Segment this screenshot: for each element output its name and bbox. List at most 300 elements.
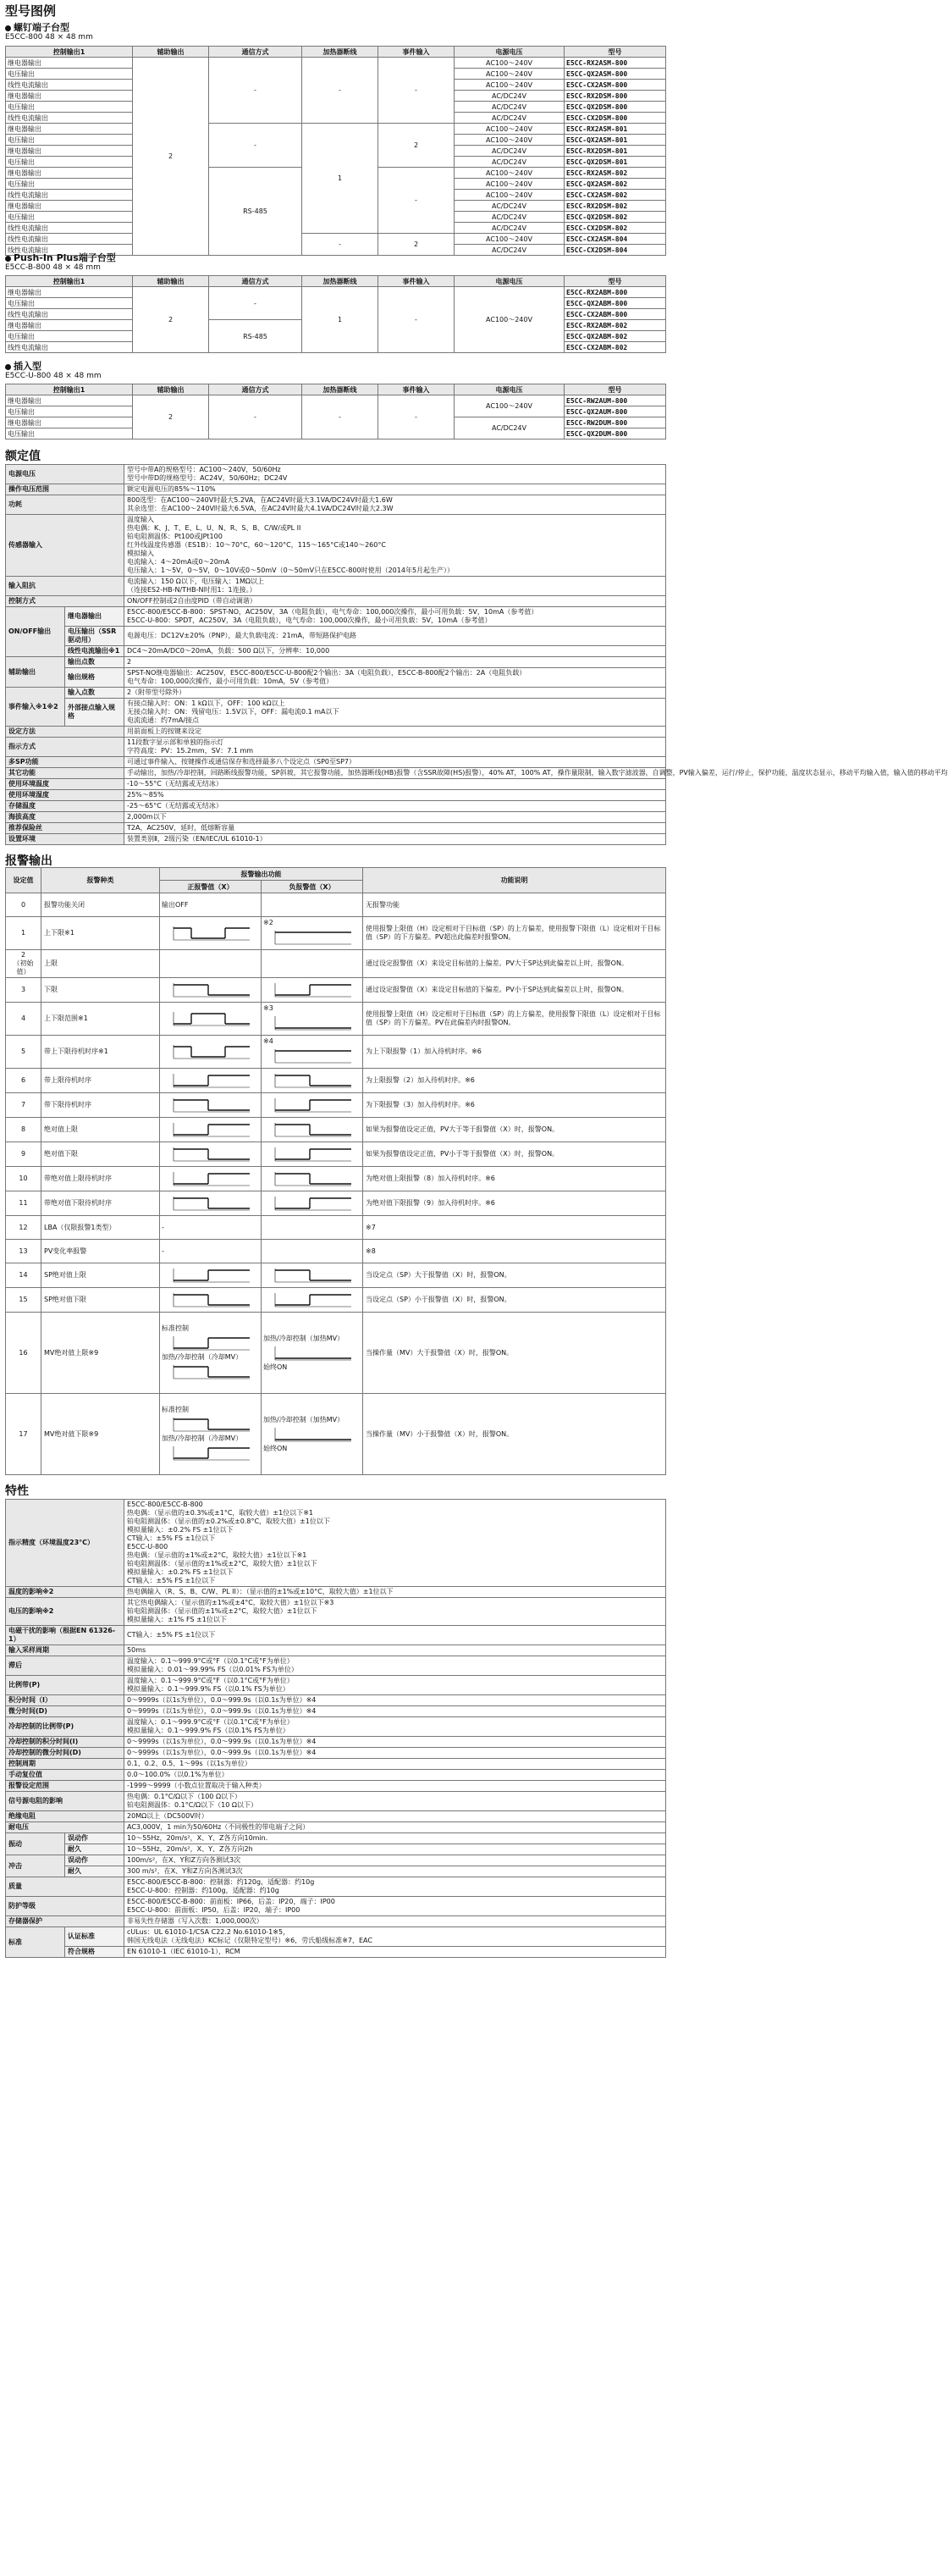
control-output-cell: 继电器输出 bbox=[6, 146, 133, 157]
alarm-header-pos: 正报警值（X） bbox=[160, 881, 262, 893]
spec-value bbox=[124, 1792, 666, 1811]
spec-key: 防护等级 bbox=[6, 1897, 124, 1916]
alarm-type: 带绝对值下限待机时序 bbox=[41, 1191, 160, 1216]
alarm-pos-cell bbox=[160, 1069, 262, 1093]
plugin-section-title bbox=[5, 359, 41, 373]
spec-value-line: CT输入：±5% FS ±1位以下 bbox=[127, 1577, 216, 1584]
pushin-model-table bbox=[5, 275, 666, 353]
control-output-cell: 电压输出 bbox=[6, 135, 133, 146]
spec-value bbox=[124, 790, 666, 801]
power-cell: AC/DC24V bbox=[455, 157, 565, 168]
comm-cell: - bbox=[209, 58, 302, 124]
alarm-setting-text: 1 bbox=[20, 929, 26, 937]
spec-row bbox=[6, 646, 666, 657]
spec-value-line: 可通过事件输入、按键操作或通信保存和选择最多八个设定点（SP0至SP7） bbox=[127, 758, 356, 766]
control-output-cell: 线性电流输出 bbox=[6, 234, 133, 245]
spec-value-line: 20MΩ以上（DC500V时） bbox=[127, 1812, 208, 1820]
alarm-description: 通过设定报警值（X）来设定目标值的下偏差。PV小于SP达到此偏差以上时，报警ON。 bbox=[363, 978, 666, 1003]
spec-key: 多SP功能 bbox=[6, 757, 124, 768]
alarm-waveform-icon bbox=[263, 1193, 356, 1213]
model-cell: E5CC-QX2ABM-802 bbox=[565, 331, 666, 342]
bullet-icon bbox=[5, 364, 11, 370]
control-output-cell: 继电器输出 bbox=[6, 320, 133, 331]
alarm-waveform-icon bbox=[263, 980, 356, 1000]
alarm-waveform-icon bbox=[162, 1042, 255, 1062]
alarm-description: 无报警功能 bbox=[363, 893, 666, 917]
alarm-type: 绝对值上限 bbox=[41, 1118, 160, 1142]
spec-row bbox=[6, 1916, 666, 1927]
control-output-cell: 电压输出 bbox=[6, 69, 133, 80]
comm-cell: - bbox=[209, 395, 302, 439]
spec-value-line: 型号中带D的规格型号：AC24V，50/60Hz；DC24V bbox=[127, 474, 288, 482]
table-row bbox=[6, 287, 666, 298]
spec-value-line: 25%～85% bbox=[127, 791, 164, 799]
plugin-title-text: 插入型 bbox=[14, 361, 41, 372]
model-cell: E5CC-RX2ABM-800 bbox=[565, 287, 666, 298]
spec-value bbox=[124, 577, 666, 596]
power-cell: AC100～240V bbox=[455, 168, 565, 179]
spec-value-line: 温度输入：0.1～999.9°C或°F（以0.1°C或°F为单位） bbox=[127, 1677, 294, 1684]
plugin-model-code: E5CC-U-800 48 × 48 mm bbox=[5, 372, 102, 380]
screw-model-table bbox=[5, 46, 666, 256]
alarm-type: LBA（仅限报警1类型） bbox=[41, 1216, 160, 1240]
event-cell: - bbox=[378, 395, 455, 439]
model-cell: E5CC-RX2ABM-802 bbox=[565, 320, 666, 331]
table-row bbox=[6, 234, 666, 245]
alarm-neg-cell bbox=[262, 1036, 363, 1069]
alarm-setting-value bbox=[6, 1003, 41, 1036]
spec-value bbox=[124, 1748, 666, 1759]
spec-row bbox=[6, 1927, 666, 1947]
spec-row bbox=[6, 1656, 666, 1676]
power-cell: AC/DC24V bbox=[455, 417, 565, 439]
spec-row bbox=[6, 790, 666, 801]
spec-key: 手动复位值 bbox=[6, 1770, 124, 1781]
spec-value-line: EN 61010-1（IEC 61010-1），RCM bbox=[127, 1948, 240, 1955]
spec-subkey: 输出规格 bbox=[65, 668, 124, 688]
spec-key: 推荐保险丝 bbox=[6, 823, 124, 834]
spec-row bbox=[6, 577, 666, 596]
spec-value bbox=[124, 1844, 666, 1855]
spec-value-line: 0.0～100.0%（以0.1%为单位） bbox=[127, 1771, 229, 1778]
alarm-waveform-icon bbox=[162, 1443, 255, 1463]
pushin-model-code: E5CC-B-800 48 × 48 mm bbox=[5, 263, 101, 272]
alarm-neg-text: ※2 bbox=[263, 919, 273, 926]
page-title: 型号图例 bbox=[5, 3, 57, 19]
spec-value-line: 无接点输入时：ON：残留电压：1.5V以下，OFF：漏电流0.1 mA以下 bbox=[127, 708, 339, 716]
alarm-setting-value bbox=[6, 1394, 41, 1475]
col-header: 型号 bbox=[565, 276, 666, 287]
spec-value-line: 10～55Hz，20m/s²，X、Y、Z各方向10min. bbox=[127, 1834, 268, 1842]
spec-row bbox=[6, 1866, 666, 1877]
alarm-waveform-icon bbox=[162, 1144, 255, 1164]
alarm-row bbox=[6, 978, 666, 1003]
model-cell: E5CC-RW2AUM-800 bbox=[565, 395, 666, 406]
spec-subkey: 电压输出（SSR驱动用） bbox=[65, 627, 124, 646]
alarm-pos-cell bbox=[160, 1118, 262, 1142]
heater-cell: - bbox=[302, 234, 378, 256]
spec-value-line: 50ms bbox=[127, 1646, 146, 1654]
spec-value-line: cULus：UL 61010-1/CSA C22.2 No.61010-1※5， bbox=[127, 1928, 290, 1936]
spec-value-line: E5CC-U-800：SPDT，AC250V，3A（电阻负载），电气寿命：100,000次操作，最小可用负载：5V，10mA（参考值） bbox=[127, 616, 492, 624]
alarm-hc-label: 加热/冷却控制（加热MV） bbox=[263, 1415, 344, 1423]
spec-row bbox=[6, 1598, 666, 1626]
comm-cell: - bbox=[209, 124, 302, 168]
col-header: 事件输入 bbox=[378, 276, 455, 287]
alarm-setting-value bbox=[6, 1142, 41, 1167]
power-cell: AC100～240V bbox=[455, 395, 565, 417]
power-cell: AC/DC24V bbox=[455, 146, 565, 157]
spec-value-line: 2,000m以下 bbox=[127, 813, 167, 821]
spec-value bbox=[124, 688, 666, 699]
comm-cell: - bbox=[209, 287, 302, 320]
power-cell: AC/DC24V bbox=[455, 91, 565, 102]
alarm-type: SP绝对值上限 bbox=[41, 1263, 160, 1288]
control-output-cell: 线性电流输出 bbox=[6, 223, 133, 234]
alarm-description: ※7 bbox=[363, 1216, 666, 1240]
alarm-neg-cell bbox=[262, 1313, 363, 1394]
spec-value-line: T2A，AC250V，延时，低熔断容量 bbox=[127, 824, 235, 832]
spec-value bbox=[124, 1717, 666, 1737]
alarm-setting-text: 5 bbox=[20, 1048, 26, 1055]
spec-row bbox=[6, 1947, 666, 1958]
spec-value bbox=[124, 1706, 666, 1717]
spec-value-line: 热电偶：0.1°C/Ω以下（100 Ω以下） bbox=[127, 1793, 242, 1800]
alarm-setting-text: 13 bbox=[19, 1247, 28, 1255]
spec-value bbox=[124, 1770, 666, 1781]
control-output-cell: 继电器输出 bbox=[6, 417, 133, 428]
alarm-description: 如果为报警值设定正值，PV小于等于报警值（X）时，报警ON。 bbox=[363, 1142, 666, 1167]
spec-key: 控制方式 bbox=[6, 596, 124, 607]
spec-value-line: 电压输入：1～5V，0～5V，0～10V或0～50mV（0～50mV只在E5CC-800时使用（2014年5月起生产）） bbox=[127, 567, 455, 574]
alarm-waveform-icon bbox=[263, 1265, 356, 1285]
model-cell: E5CC-QX2ABM-800 bbox=[565, 298, 666, 309]
spec-value-line: AC3,000V，1 min为50/60Hz（不同极性的带电端子之间） bbox=[127, 1823, 310, 1831]
power-cell: AC/DC24V bbox=[455, 223, 565, 234]
spec-value-line: 0.1、0.2、0.5、1～99s（以1s为单位） bbox=[127, 1760, 251, 1767]
table-header-row bbox=[6, 47, 666, 58]
spec-value bbox=[124, 1877, 666, 1897]
spec-value-line: 11段数字显示部和单独的指示灯 bbox=[127, 738, 224, 746]
alarm-pos-cell bbox=[160, 1191, 262, 1216]
col-header: 控制输出1 bbox=[6, 276, 133, 287]
spec-row bbox=[6, 1676, 666, 1695]
pushin-title-text: Push-In Plus端子台型 bbox=[14, 252, 116, 263]
spec-subkey: 外部接点输入规格 bbox=[65, 699, 124, 727]
spec-value-line: 模拟量输入：±0.2% FS ±1位以下 bbox=[127, 1568, 234, 1576]
spec-row bbox=[6, 1626, 666, 1645]
spec-value-line: 铂电阻测温体：（显示值的±1%或±2°C，取较大值）±1位以下 bbox=[127, 1560, 317, 1567]
spec-value-line: -1999～9999（小数点位置取决于输入种类） bbox=[127, 1782, 266, 1789]
col-header: 型号 bbox=[565, 47, 666, 58]
spec-value bbox=[124, 768, 948, 779]
spec-row bbox=[6, 668, 666, 688]
spec-row bbox=[6, 1748, 666, 1759]
power-cell: AC/DC24V bbox=[455, 102, 565, 113]
alarm-header-desc: 功能说明 bbox=[363, 868, 666, 893]
alarm-description: 为上限报警（2）加入待机时序。※6 bbox=[363, 1069, 666, 1093]
control-output-cell: 继电器输出 bbox=[6, 91, 133, 102]
spec-value-line: E5CC-U-800：前面板：IP50，后盖：IP20，端子：IP00 bbox=[127, 1906, 300, 1914]
col-header: 加热器断线 bbox=[302, 47, 378, 58]
spec-value-line: E5CC-800/E5CC-B-800：控制器：约120g，适配器：约10g bbox=[127, 1878, 315, 1886]
spec-value-line: 100m/s²，在X、Y和Z方向各测试3次 bbox=[127, 1856, 241, 1864]
spec-value-line: 300 m/s²，在X、Y和Z方向各测试3次 bbox=[127, 1867, 243, 1875]
spec-value-line: 字符高度：PV：15.2mm，SV：7.1 mm bbox=[127, 747, 254, 755]
model-cell: E5CC-RX2DSM-801 bbox=[565, 146, 666, 157]
alarm-setting-text: 12 bbox=[19, 1223, 28, 1231]
alarm-pos-cell bbox=[160, 1036, 262, 1069]
power-cell: AC100～240V bbox=[455, 234, 565, 245]
spec-value-line: 铂电阻测温体：Pt100或JPt100 bbox=[127, 533, 223, 540]
power-cell: AC100～240V bbox=[455, 58, 565, 69]
bullet-icon bbox=[5, 256, 11, 262]
spec-row bbox=[6, 1792, 666, 1811]
spec-value-line: DC4～20mA/DC0～20mA，负载：500 Ω以下，分辨率：10,000 bbox=[127, 647, 330, 655]
alarm-description: ※8 bbox=[363, 1240, 666, 1263]
spec-row bbox=[6, 1706, 666, 1717]
alarm-pos-cell bbox=[160, 1003, 262, 1036]
alarm-description: 通过设定报警值（X）来设定目标值的上偏差。PV大于SP达到此偏差以上时，报警ON。 bbox=[363, 950, 666, 978]
spec-value bbox=[124, 465, 666, 484]
spec-value-line: 温度输入 bbox=[127, 516, 154, 523]
alarm-row bbox=[6, 1288, 666, 1313]
aux-output-cell: 2 bbox=[133, 58, 209, 256]
alarm-row bbox=[6, 1216, 666, 1240]
alarm-waveform-icon bbox=[263, 1290, 356, 1310]
alarm-row bbox=[6, 1036, 666, 1069]
alarm-type: 带上下限待机时序※1 bbox=[41, 1036, 160, 1069]
spec-value bbox=[124, 484, 666, 495]
alarm-row bbox=[6, 1394, 666, 1475]
spec-value-line: ON/OFF控制或2自由度PID（带自动调谐） bbox=[127, 597, 256, 605]
alarm-description: 当操作量（MV）大于报警值（X）时，报警ON。 bbox=[363, 1313, 666, 1394]
spec-key: 输入采样周期 bbox=[6, 1645, 124, 1656]
model-cell: E5CC-CX2ABM-800 bbox=[565, 309, 666, 320]
spec-value-line: 电流流通：约7mA/接点 bbox=[127, 716, 200, 724]
spec-key: 报警设定范围 bbox=[6, 1781, 124, 1792]
alarm-neg-cell bbox=[262, 1093, 363, 1118]
spec-value-line: E5CC-800/E5CC-B-800 bbox=[127, 1501, 203, 1508]
alarm-type: 绝对值下限 bbox=[41, 1142, 160, 1167]
spec-key: 使用环境湿度 bbox=[6, 790, 124, 801]
alarm-type: 带绝对值上限待机时序 bbox=[41, 1167, 160, 1191]
control-output-cell: 电压输出 bbox=[6, 406, 133, 417]
spec-value bbox=[124, 1695, 666, 1706]
spec-value-line: 模拟输入 bbox=[127, 550, 154, 557]
spec-row bbox=[6, 779, 666, 790]
alarm-type: PV变化率报警 bbox=[41, 1240, 160, 1263]
alarm-setting-text: 11 bbox=[19, 1199, 28, 1207]
spec-key: 存储器保护 bbox=[6, 1916, 124, 1927]
spec-value bbox=[124, 1866, 666, 1877]
spec-value bbox=[124, 1947, 666, 1958]
table-row bbox=[6, 395, 666, 406]
control-output-cell: 继电器输出 bbox=[6, 58, 133, 69]
spec-value bbox=[124, 834, 666, 845]
alarm-pos-cell bbox=[160, 1093, 262, 1118]
spec-value bbox=[124, 727, 666, 738]
spec-key: 电磁干扰的影响（根据EN 61326-1） bbox=[6, 1626, 124, 1645]
spec-value-line: 0～9999s（以1s为单位），0.0～999.9s（以0.1s为单位）※4 bbox=[127, 1738, 317, 1745]
model-cell: E5CC-CX2ABM-802 bbox=[565, 342, 666, 353]
alarm-pos-text: - bbox=[162, 1223, 164, 1231]
spec-value-line: 韩国无线电法（无线电法）KC标记（仅限特定型号）※6，劳氏船级标准※7，EAC bbox=[127, 1937, 372, 1944]
alarm-row bbox=[6, 1240, 666, 1263]
spec-row bbox=[6, 1844, 666, 1855]
power-cell: AC100～240V bbox=[455, 124, 565, 135]
event-cell: 2 bbox=[378, 124, 455, 168]
spec-row bbox=[6, 1695, 666, 1706]
spec-key: 输入阻抗 bbox=[6, 577, 124, 596]
alarm-neg-cell bbox=[262, 893, 363, 917]
alarm-neg-text: ※4 bbox=[263, 1037, 273, 1045]
alarm-always-on: 始终ON bbox=[263, 1444, 288, 1452]
spec-value-line: 用前面板上的按键来设定 bbox=[127, 727, 201, 735]
spec-value-line: 2（附带型号除外） bbox=[127, 688, 186, 696]
spec-subkey: 耐久 bbox=[65, 1866, 124, 1877]
alarm-setting-text: 9 bbox=[20, 1150, 26, 1158]
alarm-setting-value bbox=[6, 1313, 41, 1394]
control-output-cell: 线性电流输出 bbox=[6, 342, 133, 353]
alarm-row bbox=[6, 1263, 666, 1288]
alarm-row bbox=[6, 1118, 666, 1142]
spec-subkey: 输出点数 bbox=[65, 657, 124, 668]
alarm-description: 当设定点（SP）大于报警值（X）时，报警ON。 bbox=[363, 1263, 666, 1288]
power-cell: AC/DC24V bbox=[455, 113, 565, 124]
alarm-header-type: 报警种类 bbox=[41, 868, 160, 893]
alarm-neg-text: ※3 bbox=[263, 1004, 273, 1012]
control-output-cell: 线性电流输出 bbox=[6, 245, 133, 256]
model-cell: E5CC-CX2ASM-800 bbox=[565, 80, 666, 91]
control-output-cell: 继电器输出 bbox=[6, 168, 133, 179]
event-cell: - bbox=[378, 58, 455, 124]
spec-value-line: 模拟量输入：±0.2% FS ±1位以下 bbox=[127, 1526, 234, 1534]
spec-row bbox=[6, 738, 666, 757]
model-cell: E5CC-RX2DSM-802 bbox=[565, 201, 666, 212]
table-row bbox=[6, 124, 666, 135]
spec-value-line: 热电偶输入（R、S、B、C/W、PL II）：（显示值的±1%或±10°C，取较大值）±1位以下 bbox=[127, 1588, 394, 1595]
spec-row bbox=[6, 627, 666, 646]
spec-row bbox=[6, 657, 666, 668]
characteristics-table bbox=[5, 1499, 666, 1958]
alarm-type: 上限 bbox=[41, 950, 160, 978]
alarm-row bbox=[6, 917, 666, 950]
col-header: 电源电压 bbox=[455, 47, 565, 58]
spec-row bbox=[6, 1737, 666, 1748]
alarm-pos-cell bbox=[160, 917, 262, 950]
col-header: 型号 bbox=[565, 384, 666, 395]
spec-row bbox=[6, 1587, 666, 1598]
spec-value-line: 有接点输入时：ON：1 kΩ以下，OFF：100 kΩ以上 bbox=[127, 699, 285, 707]
control-output-cell: 继电器输出 bbox=[6, 395, 133, 406]
spec-row bbox=[6, 1822, 666, 1833]
alarm-description: 如果为报警值设定正值，PV大于等于报警值（X）时，报警ON。 bbox=[363, 1118, 666, 1142]
alarm-waveform-icon bbox=[162, 1414, 255, 1434]
spec-key: 指示精度（环境温度23°C） bbox=[6, 1500, 124, 1587]
col-header: 通信方式 bbox=[209, 276, 302, 287]
table-header-row bbox=[6, 276, 666, 287]
spec-value-line: E5CC-800/E5CC-B-800：前面板：IP66，后盖：IP20，端子：IP00 bbox=[127, 1898, 335, 1905]
col-header: 辅助输出 bbox=[133, 384, 209, 395]
event-cell: 2 bbox=[378, 234, 455, 256]
col-header: 加热器断线 bbox=[302, 384, 378, 395]
spec-value-line: 型号中带A的规格型号：AC100～240V，50/60Hz bbox=[127, 466, 281, 473]
alarm-description: 为绝对值下限报警（9）加入待机时序。※6 bbox=[363, 1191, 666, 1216]
screw-model-code: E5CC-800 48 × 48 mm bbox=[5, 33, 93, 41]
spec-value-line: （连接ES2-HB-N/THB-N时用1：1连接。） bbox=[127, 586, 256, 594]
alarm-setting-text: 0 bbox=[20, 900, 26, 909]
spec-key: 设定方法 bbox=[6, 727, 124, 738]
spec-value-line: 手动输出，加热/冷却控制，回路断线报警功能，SP斜坡，其它报警功能，加热器断线(HB)报警（含SSR故障(HS)报警），40% AT，100% AT，操作量限制，输入数字滤波器，自调整，PV输入偏差，运行/停止，保护功能，温度状态显示，移动平均输入值，输入值的移动平均 bbox=[127, 769, 948, 777]
spec-key: 冷却控制的微分时间(D) bbox=[6, 1748, 124, 1759]
spec-subkey: 继电器输出 bbox=[65, 607, 124, 627]
col-header: 事件输入 bbox=[378, 384, 455, 395]
alarm-setting-text: 17 bbox=[19, 1429, 28, 1438]
col-header: 控制输出1 bbox=[6, 47, 133, 58]
alarm-pos-text: 输出OFF bbox=[162, 900, 189, 909]
spec-subkey: 认证标准 bbox=[65, 1927, 124, 1947]
spec-key: 电源电压 bbox=[6, 465, 124, 484]
alarm-type: MV绝对值下限※9 bbox=[41, 1394, 160, 1475]
model-cell: E5CC-CX2ASM-804 bbox=[565, 234, 666, 245]
spec-value bbox=[124, 1811, 666, 1822]
alarm-type: MV绝对值上限※9 bbox=[41, 1313, 160, 1394]
alarm-setting-value bbox=[6, 1093, 41, 1118]
model-cell: E5CC-CX2ASM-802 bbox=[565, 190, 666, 201]
power-cell: AC100～240V bbox=[455, 287, 565, 353]
alarm-setting-value bbox=[6, 1216, 41, 1240]
spec-key: 功耗 bbox=[6, 495, 124, 515]
table-row bbox=[6, 58, 666, 69]
col-header: 电源电压 bbox=[455, 384, 565, 395]
alarm-table bbox=[5, 867, 666, 1475]
col-header: 加热器断线 bbox=[302, 276, 378, 287]
table-header-row bbox=[6, 384, 666, 395]
spec-value-line: 2 bbox=[127, 658, 132, 666]
model-cell: E5CC-QX2ASM-801 bbox=[565, 135, 666, 146]
alarm-setting-value bbox=[6, 1167, 41, 1191]
model-cell: E5CC-RX2ASM-800 bbox=[565, 58, 666, 69]
spec-value bbox=[124, 1500, 666, 1587]
heater-cell: - bbox=[302, 58, 378, 124]
control-output-cell: 线性电流输出 bbox=[6, 309, 133, 320]
alarm-neg-cell bbox=[262, 1394, 363, 1475]
control-output-cell: 继电器输出 bbox=[6, 201, 133, 212]
spec-value-line: 电流输入：150 Ω以下，电压输入：1MΩ以上 bbox=[127, 578, 265, 585]
spec-value bbox=[124, 1587, 666, 1598]
spec-value bbox=[124, 1676, 666, 1695]
spec-key: 事件输入※1※2 bbox=[6, 688, 65, 727]
alarm-waveform-icon bbox=[162, 1290, 255, 1310]
alarm-row bbox=[6, 1093, 666, 1118]
spec-key: 控制周期 bbox=[6, 1759, 124, 1770]
spec-value bbox=[124, 1759, 666, 1770]
alarm-description: 使用报警上限值（H）设定相对于目标值（SP）的上方偏差，使用报警下限值（L）设定相对于目标值（SP）的下方偏差。PV超出此偏差时报警ON。 bbox=[363, 917, 666, 950]
alarm-neg-cell bbox=[262, 978, 363, 1003]
spec-value-line: 温度输入：0.1～999.9°C或°F（以0.1°C或°F为单位） bbox=[127, 1657, 294, 1665]
spec-key: 传感器输入 bbox=[6, 515, 124, 577]
spec-value-line: 非易失性存储器（写入次数：1,000,000次） bbox=[127, 1917, 263, 1925]
control-output-cell: 线性电流输出 bbox=[6, 190, 133, 201]
col-header: 辅助输出 bbox=[133, 276, 209, 287]
spec-value-line: 其它热电偶输入：（显示值的±1%或±4°C，取较大值）±1位以下※3 bbox=[127, 1599, 334, 1606]
alarm-neg-cell bbox=[262, 1167, 363, 1191]
alarm-setting-text: 4 bbox=[20, 1014, 26, 1022]
spec-key: 海拔高度 bbox=[6, 812, 124, 823]
alarm-setting-value bbox=[6, 1036, 41, 1069]
alarm-header-neg: 负报警值（X） bbox=[262, 881, 363, 893]
